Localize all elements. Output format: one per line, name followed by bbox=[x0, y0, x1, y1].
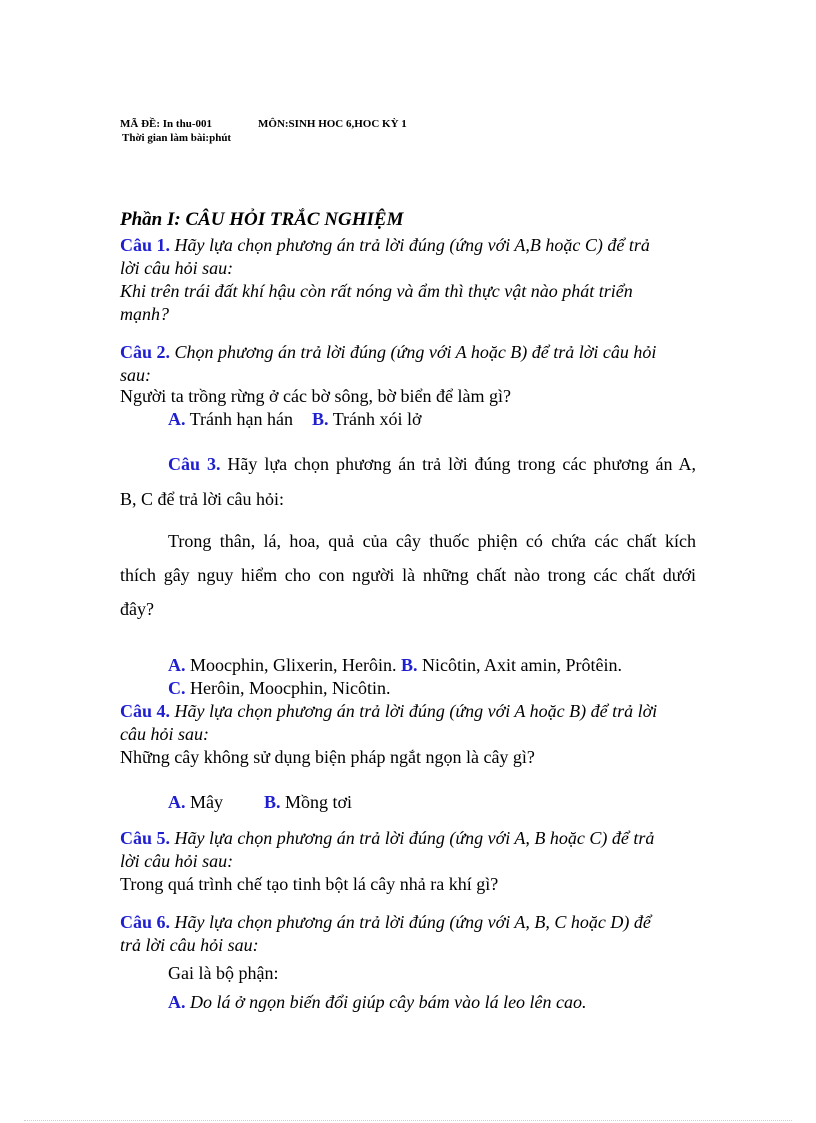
exam-subject: MÔN:SINH HOC 6,HOC KỲ 1 bbox=[258, 118, 407, 130]
q3-body-3: đây? bbox=[120, 599, 154, 619]
q4-option-b-label: B. bbox=[264, 792, 281, 812]
q3-option-b-text: Nicôtin, Axit amin, Prôtêin. bbox=[417, 655, 622, 675]
q2-option-b-label: B. bbox=[312, 409, 329, 429]
q4-instruction-1: Hãy lựa chọn phương án trả lời đúng (ứng với A hoặc B) để trả lời bbox=[170, 701, 658, 721]
q6-label: Câu 6. bbox=[120, 912, 171, 932]
q3-instruction-1: Hãy lựa chọn phương án trả lời đúng trong các phương án A, bbox=[220, 454, 696, 474]
q4-line1 bbox=[120, 700, 657, 723]
q5-label: Câu 5. bbox=[120, 828, 171, 848]
q3-option-c-text: Herôin, Moocphin, Nicôtin. bbox=[185, 678, 391, 698]
q6-instruction-2: trả lời câu hỏi sau: bbox=[120, 935, 259, 955]
q3-body-2: thích gây nguy hiểm cho con người là những chất nào trong các chất dưới bbox=[120, 565, 696, 585]
q4-option-b-text: Mồng tơi bbox=[280, 792, 353, 812]
q2-option-b bbox=[312, 408, 422, 431]
section-title: Phần I: CÂU HỎI TRẮC NGHIỆM bbox=[120, 209, 404, 230]
q3-option-a-label: A. bbox=[168, 655, 186, 675]
q2-text: Người ta trồng rừng ở các bờ sông, bờ biển để làm gì? bbox=[120, 386, 511, 406]
q2-option-a-text: Tránh hạn hán bbox=[185, 409, 293, 429]
exam-time: Thời gian làm bài:phút bbox=[122, 132, 232, 144]
q3-instruction-2: B, C để trả lời câu hỏi: bbox=[120, 489, 284, 509]
q2-option-a bbox=[168, 408, 293, 431]
q4-option-b bbox=[264, 791, 352, 814]
q4-option-a bbox=[168, 791, 223, 814]
q1-text-1: Khi trên trái đất khí hậu còn rất nóng và ẩm thì thực vật nào phát triển bbox=[120, 281, 633, 301]
q3-option-c-label: C. bbox=[168, 678, 186, 698]
q3-option-c bbox=[168, 677, 390, 700]
q5-instruction-2: lời câu hỏi sau: bbox=[120, 851, 234, 871]
q4-instruction-2: câu hỏi sau: bbox=[120, 724, 209, 744]
q2-line1 bbox=[120, 341, 656, 364]
q6-option-a-text: Do lá ở ngọn biến đổi giúp cây bám vào lá leo lên cao. bbox=[185, 992, 587, 1012]
q6-text: Gai là bộ phận: bbox=[168, 963, 279, 983]
q4-text: Những cây không sử dụng biện pháp ngắt ngọn là cây gì? bbox=[120, 747, 535, 767]
page-bottom-divider bbox=[24, 1120, 792, 1121]
q1-text-2: mạnh? bbox=[120, 304, 169, 324]
q3-option-a-text: Moocphin, Glixerin, Herôin. bbox=[185, 655, 397, 675]
q5-instruction-1: Hãy lựa chọn phương án trả lời đúng (ứng với A, B hoặc C) để trả bbox=[170, 828, 655, 848]
q4-label: Câu 4. bbox=[120, 701, 171, 721]
q6-instruction-1: Hãy lựa chọn phương án trả lời đúng (ứng với A, B, C hoặc D) để bbox=[170, 912, 651, 932]
q2-instruction-2: sau: bbox=[120, 365, 151, 385]
q2-option-b-text: Tránh xói lở bbox=[328, 409, 422, 429]
q1-line1 bbox=[120, 234, 650, 257]
q3-option-b-label: B. bbox=[400, 655, 418, 675]
q6-option-a bbox=[168, 991, 587, 1014]
q5-line1 bbox=[120, 827, 654, 850]
q2-label: Câu 2. bbox=[120, 342, 171, 362]
q6-line1 bbox=[120, 911, 651, 934]
q5-text: Trong quá trình chế tạo tinh bột lá cây nhả ra khí gì? bbox=[120, 874, 499, 894]
q3-options-ab bbox=[168, 654, 622, 677]
q1-instruction-2: lời câu hỏi sau: bbox=[120, 258, 234, 278]
q1-instruction-1: Hãy lựa chọn phương án trả lời đúng (ứng với A,B hoặc C) để trả bbox=[170, 235, 650, 255]
q3-line1 bbox=[168, 453, 696, 476]
q2-option-a-label: A. bbox=[168, 409, 186, 429]
exam-code-label: MÃ ĐỀ: bbox=[120, 118, 161, 130]
q3-label: Câu 3. bbox=[168, 454, 221, 474]
q3-body-1: Trong thân, lá, hoa, quả của cây thuốc phiện có chứa các chất kích bbox=[168, 531, 696, 551]
q2-instruction-1: Chọn phương án trả lời đúng (ứng với A hoặc B) để trả lời câu hỏi bbox=[170, 342, 657, 362]
exam-code bbox=[120, 118, 212, 130]
q4-option-a-label: A. bbox=[168, 792, 186, 812]
q1-label: Câu 1. bbox=[120, 235, 171, 255]
exam-code-value: In thu-001 bbox=[162, 118, 212, 130]
q4-option-a-text: Mây bbox=[185, 792, 223, 812]
q6-option-a-label: A. bbox=[168, 992, 186, 1012]
